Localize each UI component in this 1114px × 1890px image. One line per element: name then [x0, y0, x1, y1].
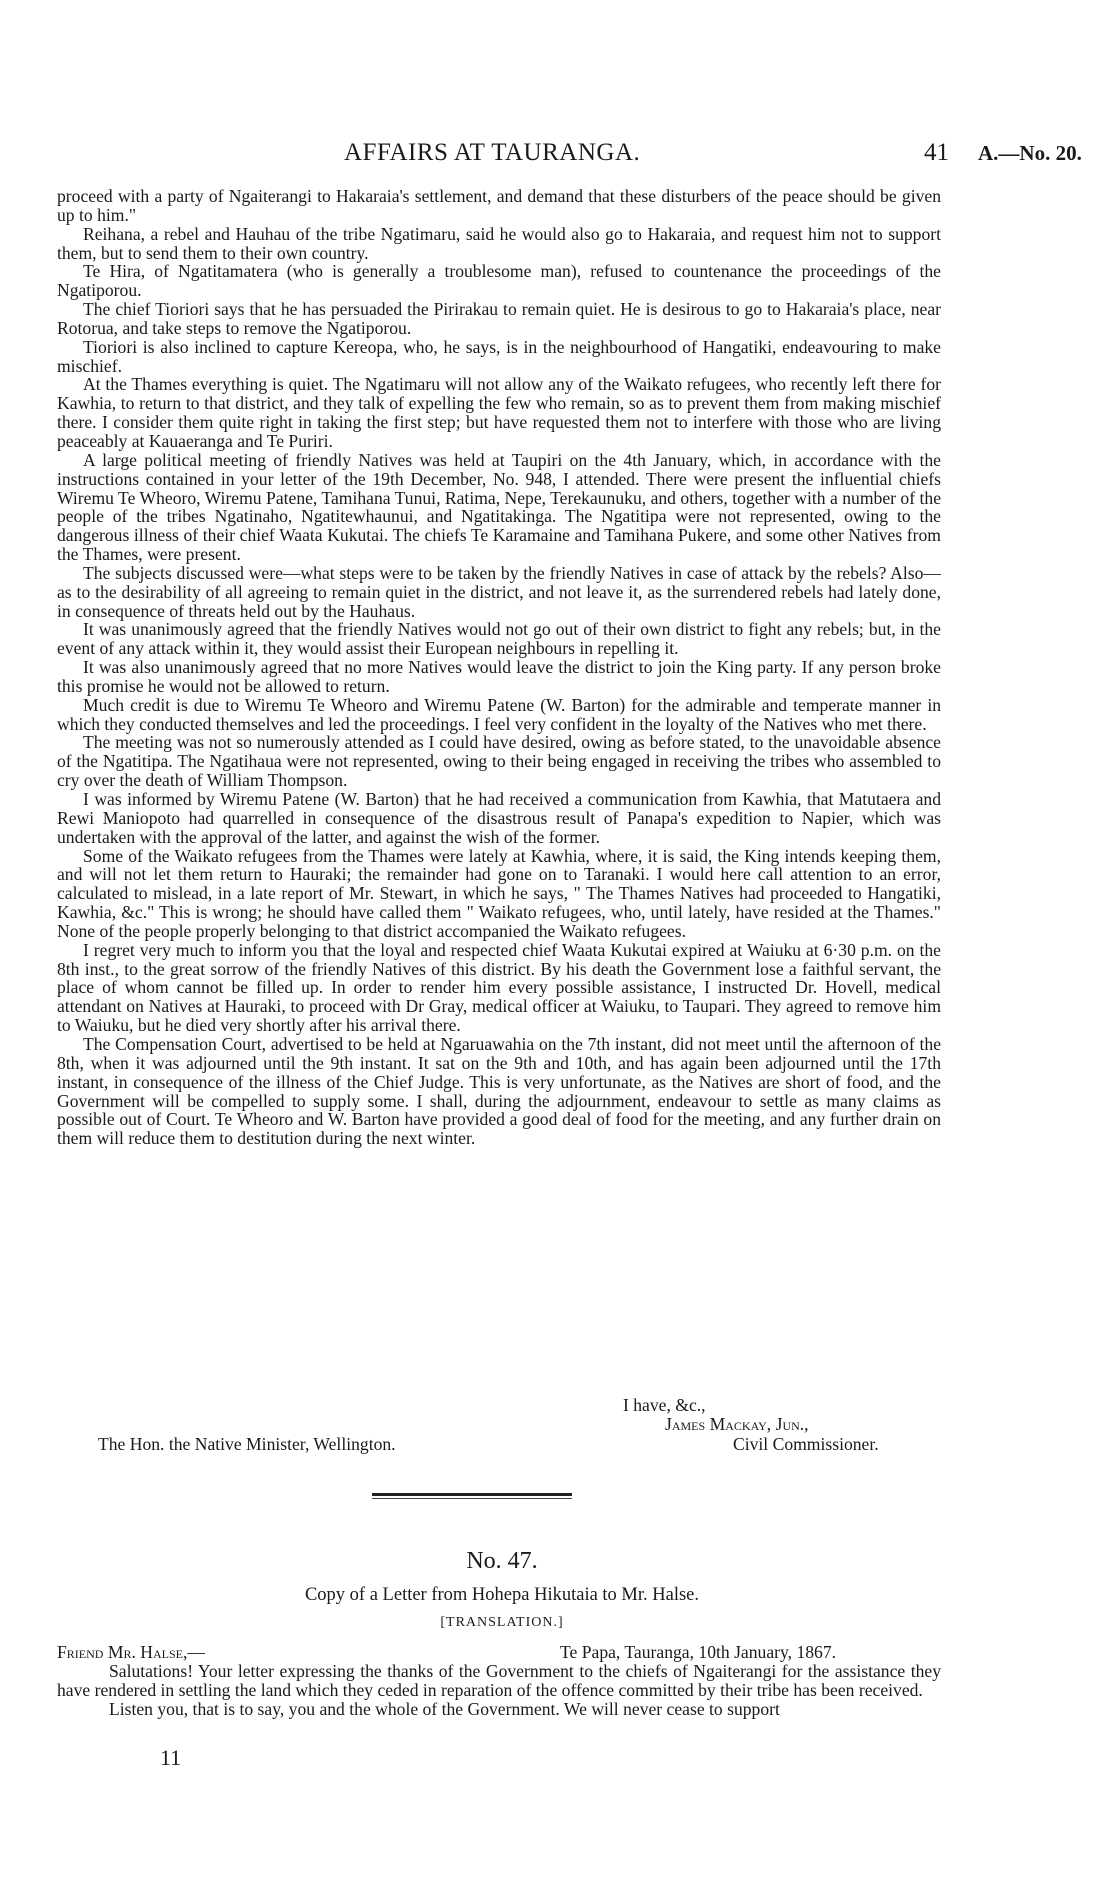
paragraph: Te Hira, of Ngatitamatera (who is generally a troublesome man), refused to countenance the proceedings of the Ngatiporou.: [57, 261, 941, 301]
page-number: 41: [924, 139, 949, 166]
paragraph: Tioriori is also inclined to capture Kereopa, who, he says, is in the neighbourhood of Hangatiki, endeavouring to make mischief.: [57, 336, 941, 376]
printer-signature-mark: 11: [160, 1745, 182, 1770]
letter-paragraph: Listen you, that is to say, you and the whole of the Government. We will never cease to support: [109, 1699, 780, 1719]
dateline: Te Papa, Tauranga, 10th January, 1867.: [560, 1642, 837, 1662]
paragraph: At the Thames everything is quiet. The Ngatimaru will not allow any of the Waikato refugees, who recently left there for Kawhia, to return to that district, and they talk of expelling the few who remain, so as to prevent them from making mischief there. I consider them quite right in taking the first step; but have requested them not to interfere with those who are living peaceably at Kauaeranga and Te Puriri.: [57, 374, 941, 451]
paragraph: proceed with a party of Ngaiterangi to Hakaraia's settlement, and demand that these disturbers of the peace should be given up to him.": [57, 186, 941, 225]
paragraph: The subjects discussed were—what steps were to be taken by the friendly Natives in case of attack by the rebels? Also—as to the desirability of all agreeing to remain quiet in the district, and not leave it, as the surrendered rebels had lately done, in consequence of threats held out by the Hauhaus.: [57, 562, 941, 621]
paragraph: The meeting was not so numerously attended as I could have desired, owing as before stated, to the unavoidable absence of the Ngatitipa. The Ngatihaua were not represented, owing to their being engaged in receiving the tribes who assembled to cry over the death of William Thompson.: [57, 732, 941, 791]
paragraph: I was informed by Wiremu Patene (W. Barton) that he had received a communication from Kawhia, that Matutaera and Rewi Maniopoto had quarrelled in consequence of the disastrous result of Panapa's expedition to Napier, which was undertaken with the approval of the latter, and against the wish of the former.: [57, 789, 941, 847]
document-reference: A.—No. 20.: [978, 141, 1082, 165]
paragraph: The Compensation Court, advertised to be held at Ngaruawahia on the 7th instant, did not meet until the afternoon of the 8th, when it was adjourned until the 9th instant. It sat on the 9th and 10th, and has again been adjourned until the 17th instant, in consequence of the illness of the Chief Judge. This is very unfortunate, as the Natives are short of food, and the Government will be compelled to supply some. I shall, during the adjournment, endeavour to settle as many claims as possible out of Court. Te Wheoro and W. Barton have provided a good deal of food for the meeting, and any further drain on them will reduce them to destitution during the next winter.: [57, 1033, 941, 1149]
page-header: [0, 139, 1114, 173]
translation-note-text: [TRANSLATION.]: [440, 1615, 564, 1630]
letter-body: [57, 1662, 941, 1719]
closing-phrase: I have, &c.,: [623, 1395, 706, 1415]
translation-note: [0, 1615, 1114, 1631]
paragraph: A large political meeting of friendly Natives was held at Taupiri on the 4th January, which, in accordance with the instructions contained in your letter of the 19th December, No. 948, I attended. There were present the influential chiefs Wiremu Te Wheoro, Wiremu Patene, Tamihana Tunui, Ratima, Nepe, Terekaunuku, and others, together with a number of the people of the tribes Ngatinaho, Ngatitewhaunui, and Ngatitakinga. The Ngatitipa were not represented, owing to the dangerous illness of their chief Waata Kukutai. The chiefs Te Karamaine and Tamihana Pukere, and some other Natives from the Thames, were present.: [57, 449, 941, 565]
salutation: Friend Mr. Halse,—: [57, 1642, 205, 1662]
running-title: AFFAIRS AT TAURANGA.: [344, 139, 641, 166]
paragraph: Reihana, a rebel and Hauhau of the tribe Ngatimaru, said he would also go to Hakaraia, and request him not to support them, but to send them to their own country.: [57, 223, 941, 263]
letter-number-text: No. 47.: [466, 1548, 538, 1574]
letter-number: [0, 1548, 1114, 1575]
section-divider-thin: [372, 1498, 572, 1499]
paragraph: Some of the Waikato refugees from the Thames were lately at Kawhia, where, it is said, the King intends keeping them, and will not let them return to Hauraki; the remainder had gone on to Taranaki. I would here call attention to an error, calculated to mislead, in a late report of Mr. Stewart, in which he says, " The Thames Natives had proceeded to Hangatiki, Kawhia, &c." This is wrong; he should have called them " Waikato refugees, who, until lately, have resided at the Thames." None of the people properly belonging to that district accompanied the Waikato refugees.: [57, 845, 941, 941]
report-body: [57, 187, 941, 1148]
addressee: The Hon. the Native Minister, Wellington.: [98, 1434, 396, 1454]
letter-title-text: Copy of a Letter from Hohepa Hikutaia to Mr. Halse.: [304, 1585, 700, 1605]
section-divider: [372, 1493, 572, 1496]
letter-paragraph: Salutations! Your letter expressing the thanks of the Government to the chiefs of Ngaiterangi for the assistance they have rendered in settling the land which they ceded in reparation of the offence committed by their tribe has been received.: [57, 1661, 941, 1700]
paragraph: It was unanimously agreed that the friendly Natives would not go out of their own district to fight any rebels; but, in the event of any attack within it, they would assist their European neighbours in repelling it.: [57, 619, 941, 659]
paragraph: The chief Tioriori says that he has persuaded the Pirirakau to remain quiet. He is desirous to go to Hakaraia's place, near Rotorua, and take steps to remove the Ngatiporou.: [57, 299, 941, 338]
paragraph: It was also unanimously agreed that no more Natives would leave the district to join the King party. If any person broke this promise he would not be allowed to return.: [57, 657, 941, 696]
letter-title: [0, 1585, 1114, 1606]
paragraph: I regret very much to inform you that the loyal and respected chief Waata Kukutai expired at Waiuku at 6·30 p.m. on the 8th inst., to the great sorrow of the friendly Natives of this district. By his death the Government lose a faithful servant, the place of whom cannot be filled up. In order to render him every possible assistance, I instructed Dr. Hovell, medical attendant on Natives at Hauraki, to proceed with Dr Gray, medical officer at Waiuku, to Taupari. They agreed to remove him to Waiuku, but he died very shortly after his arrival there.: [57, 939, 941, 1036]
signatory-office: Civil Commissioner.: [733, 1434, 879, 1454]
paragraph: Much credit is due to Wiremu Te Wheoro and Wiremu Patene (W. Barton) for the admirable and temperate manner in which they conducted themselves and led the proceedings. I feel very confident in the loyalty of the Natives who met there.: [57, 694, 941, 734]
signatory-name: James Mackay, Jun.,: [665, 1414, 809, 1434]
